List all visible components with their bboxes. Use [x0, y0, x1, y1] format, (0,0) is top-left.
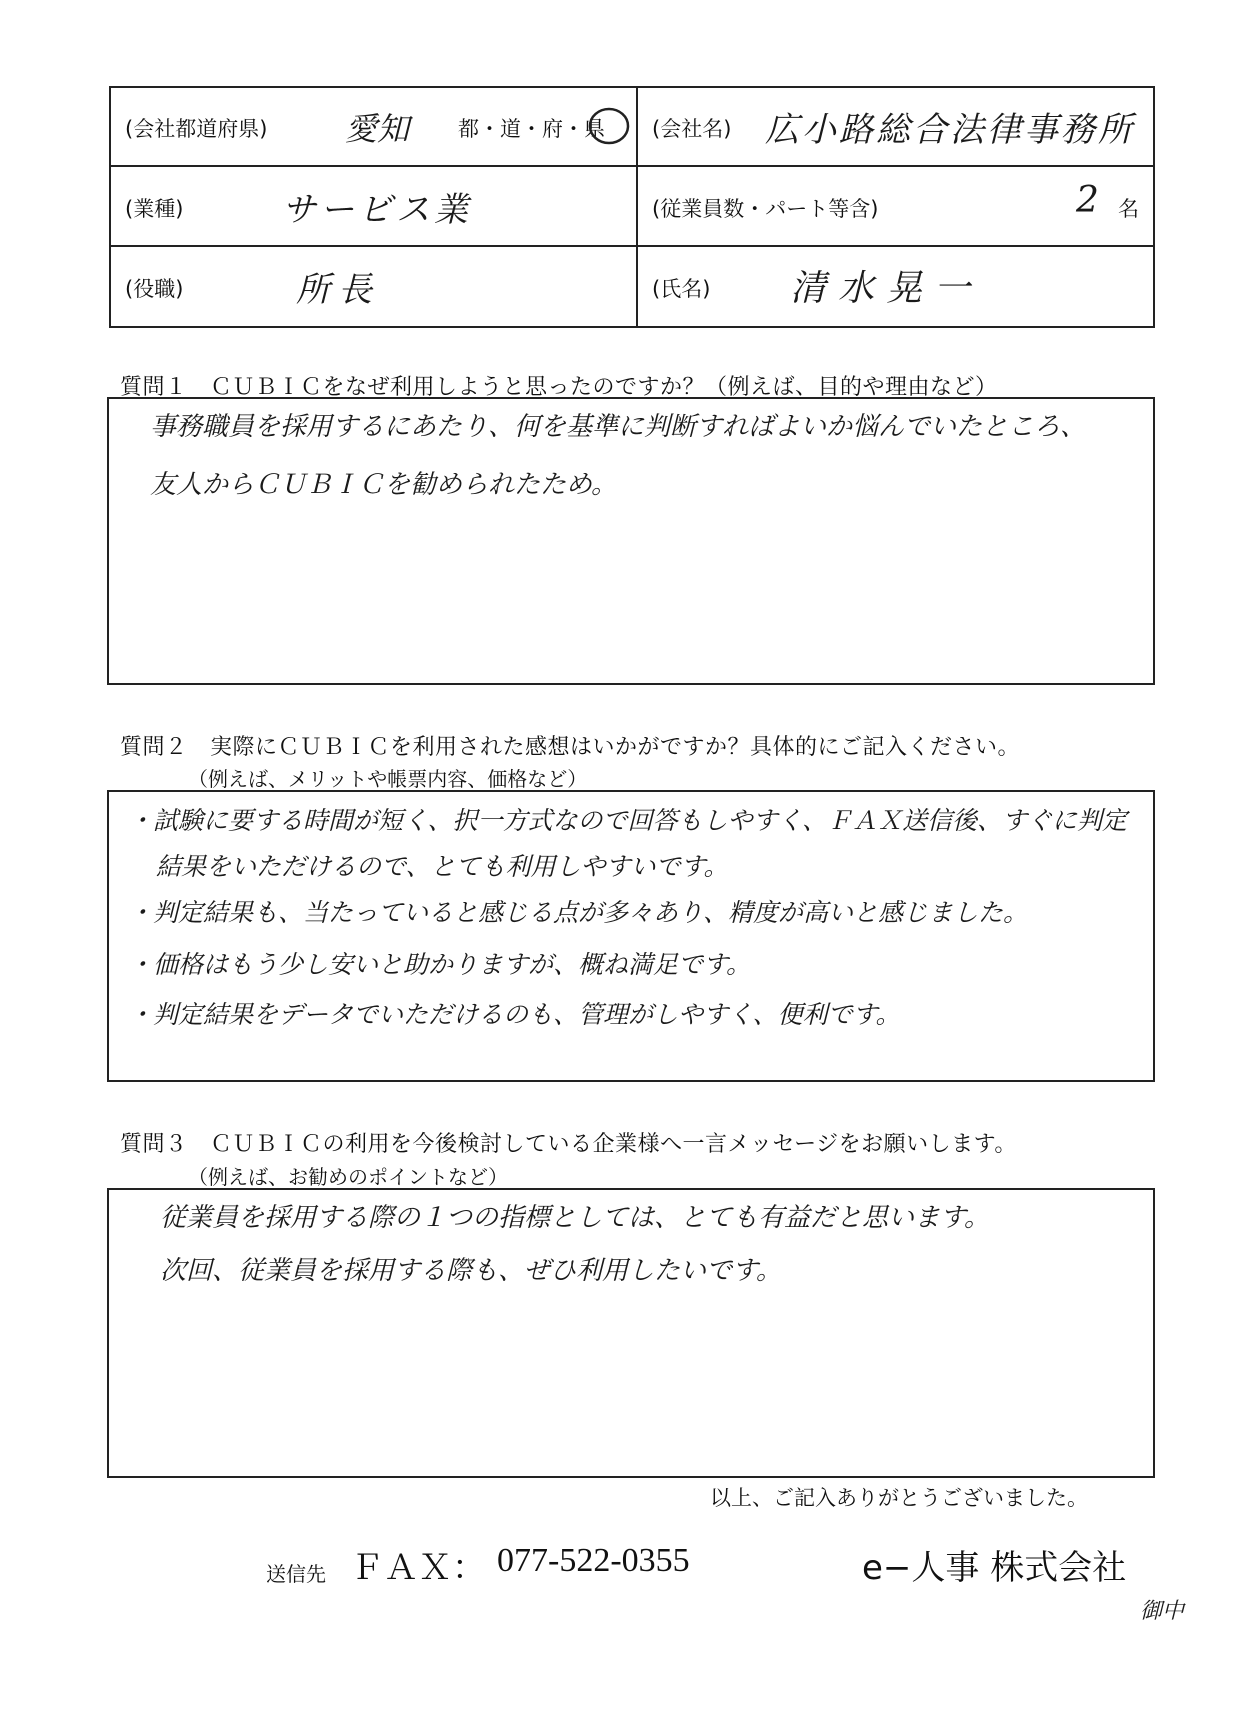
prefecture-value: 愛知	[345, 110, 410, 148]
fax-label: ＦＡＸ：	[350, 1550, 486, 1587]
question-2-subtitle: （例えば、メリットや帳票内容、価格など）	[188, 767, 588, 791]
table-divider	[636, 86, 638, 328]
table-divider	[109, 245, 1155, 247]
position-value: 所長	[296, 270, 380, 310]
employees-label: (従業員数・パート等含)	[652, 197, 879, 221]
question-3-answer-line: 従業員を採用する際の１つの指標としては、とても有益だと思います。	[160, 1203, 990, 1233]
question-3-title: 質問３ ＣＵＢＩＣの利用を今後検討している企業様へ一言メッセージをお願いします。	[120, 1132, 1017, 1157]
fax-number: 077-522-0355	[497, 1542, 690, 1579]
question-2-answer-line: ・試験に要する時間が短く、択一方式なので回答もしやすく、ＦＡＸ送信後、すぐに判定	[128, 806, 1128, 835]
question-2-title: 質問２ 実際にＣＵＢＩＣを利用された感想はいかがですか？具体的にご記入ください。	[120, 735, 1021, 760]
question-1-answer-line: 事務職員を採用するにあたり、何を基準に判断すればよいか悩んでいたところ、	[150, 412, 1087, 442]
question-2-answer-line: ・判定結果をデータでいただけるのも、管理がしやすく、便利です。	[128, 1000, 901, 1029]
name-label: (氏名)	[652, 277, 711, 301]
prefecture-label: (会社都道府県)	[125, 117, 268, 141]
question-2-answer-line: ・判定結果も、当たっていると感じる点が多々あり、精度が高いと感じました。	[128, 898, 1029, 927]
question-3-answer-line: 次回、従業員を採用する際も、ぜひ利用したいです。	[160, 1256, 782, 1286]
company-label: (会社名)	[652, 117, 732, 141]
employees-value: 2	[1076, 180, 1099, 221]
closing-text: 以上、ご記入ありがとうございました。	[710, 1486, 1088, 1510]
question-2-answer-line: ・価格はもう少し安いと助かりますが、概ね満足です。	[128, 950, 752, 979]
send-to-label: 送信先	[266, 1562, 326, 1586]
industry-label: (業種)	[125, 197, 184, 221]
prefecture-suffix: 都・道・府・県	[458, 117, 605, 141]
table-divider	[109, 165, 1155, 167]
name-value: 清水晃一	[790, 268, 983, 309]
question-1-title: 質問１ ＣＵＢＩＣをなぜ利用しようと思ったのですか？（例えば、目的や理由など）	[120, 375, 998, 400]
question-3-subtitle: （例えば、お勧めのポイントなど）	[188, 1165, 508, 1189]
prefecture-circle-mark	[586, 104, 632, 148]
industry-value: サービス業	[282, 190, 472, 230]
question-2-answer-line: 結果をいただけるので、とても利用しやすいです。	[156, 852, 729, 881]
question-1-answer-line: 友人からＣＵＢＩＣを勧められたため。	[150, 470, 617, 500]
position-label: (役職)	[125, 277, 184, 301]
recipient-company: e−人事 株式会社	[862, 1548, 1127, 1588]
honorific: 御中	[1140, 1599, 1185, 1624]
employees-unit: 名	[1118, 197, 1139, 221]
company-value: 広小路総合法律事務所	[765, 110, 1135, 150]
